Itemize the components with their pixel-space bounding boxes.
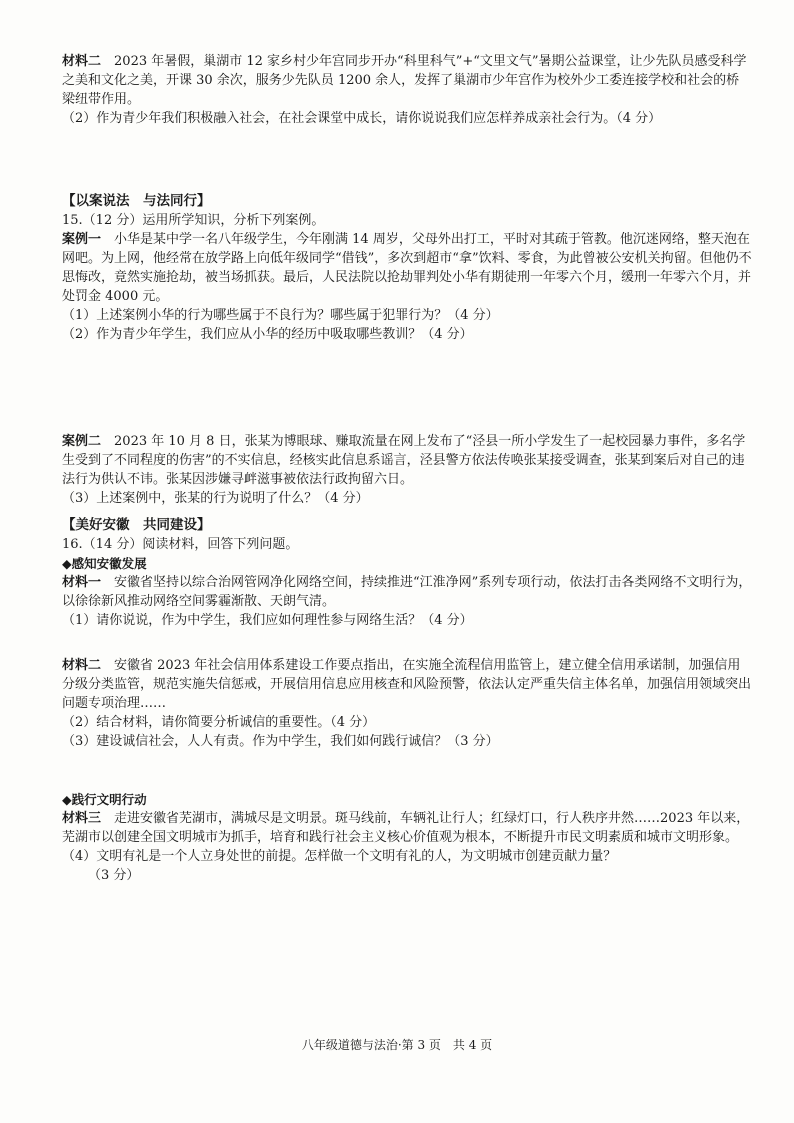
question-2: （2）作为青少年我们积极融入社会，在社会课堂中成长，请你说说我们应怎样养成亲社会行为。（4 分） xyxy=(62,111,662,126)
question-16-4-score: （3 分） xyxy=(88,868,140,883)
question-16-2: （2）结合材料，请你简要分析诚信的重要性。（4 分） xyxy=(62,715,376,730)
subsection-title: ◆践行文明行动 xyxy=(62,792,147,807)
question-16-4: （4）文明有礼是一个人立身处世的前提。怎样做一个文明有礼的人，为文明城市创建贡献力量？ xyxy=(62,849,617,864)
question-15-3: （3）上述案例中，张某的行为说明了什么？（4 分） xyxy=(62,491,369,506)
case-two-text: 2023 年 10 月 8 日，张某为博眼球、赚取流量在网上发布了“泾县一所小学发生了一起校园暴力事件，多名学生受到了不同程度的伤害”的不实信息，经核实此信息系谣言，泾县警方依法传唤张某接受调查，张某到案后对自己的违法行为供认不讳。张某因涉嫌寻衅滋事被依法行政拘留六日。 xyxy=(62,434,746,487)
material-label: 材料二 xyxy=(62,54,102,69)
question-16-3: （3）建设诚信社会，人人有责。作为中学生，我们如何践行诚信？（3 分） xyxy=(62,734,499,749)
question-16: 16.（14 分）阅读材料，回答下列问题。 xyxy=(62,537,299,552)
material-two-label: 材料二 xyxy=(62,658,102,673)
case-one-label: 案例一 xyxy=(62,232,102,247)
material-two xyxy=(62,656,752,751)
page-footer: 八年级道德与法治·第 3 页 共 4 页 xyxy=(301,1038,493,1052)
case-one-text: 小华是某中学一名八年级学生，今年刚满 14 周岁，父母外出打工，平时对其疏于管教。他沉迷网络，整天泡在网吧。为上网，他经常在放学路上向低年级同学“借钱”，多次到超市“拿”饮料、零食，为此曾被公安机关拘留。但他仍不思悔改，竟然实施抢劫，被当场抓获。最后，人民法院以抢劫罪判处小华有期徒刑一年零六个月，缓刑一年零六个月，并处罚金 4000 元。 xyxy=(62,232,752,304)
question-15-1: （1）上述案例小华的行为哪些属于不良行为？哪些属于犯罪行为？（4 分） xyxy=(62,308,499,323)
section-anhui xyxy=(62,516,752,630)
material-three-label: 材料三 xyxy=(62,811,102,826)
civility-section xyxy=(62,790,752,885)
section-law xyxy=(62,192,752,344)
material-two-text: 安徽省 2023 年社会信用体系建设工作要点指出，在实施全流程信用监管上，建立健全信用承诺制，加强信用分级分类监管，规范实施失信惩戒，开展信用信息应用核查和风险预警，依法认定严重失信主体名单，加强信用领域突出问题专项治理…… xyxy=(62,658,752,711)
material-text: 2023 年暑假，巢湖市 12 家乡村少年宫同步开办“科里科气”+“文里文气”暑期公益课堂，让少先队员感受科学之美和文化之美，开课 30 余次，服务少先队员 1200 余人，发挥了巢湖市少年宫作为校外少工委连接学校和社会的桥梁纽带作用。 xyxy=(62,54,747,107)
section-title: 【美好安徽 共同建设】 xyxy=(62,517,211,533)
material-one-label: 材料一 xyxy=(62,575,102,590)
section-title: 【以案说法 与法同行】 xyxy=(62,193,211,209)
material-two-top xyxy=(62,52,752,128)
case-two xyxy=(62,432,752,508)
question-15-2: （2）作为青少年学生，我们应从小华的经历中吸取哪些教训？（4 分） xyxy=(62,327,473,342)
case-two-label: 案例二 xyxy=(62,434,102,449)
subsection-title: ◆感知安徽发展 xyxy=(62,556,147,571)
question-16-1: （1）请你说说，作为中学生，我们应如何理性参与网络生活？（4 分） xyxy=(62,613,473,628)
question-15: 15.（12 分）运用所学知识，分析下列案例。 xyxy=(62,213,325,228)
material-one-text: 安徽省坚持以综合治网管网净化网络空间，持续推进“江淮净网”系列专项行动，依法打击各类网络不文明行为，以徐徐新风推动网络空间雾霾渐散、天朗气清。 xyxy=(62,575,752,609)
material-three-text: 走进安徽省芜湖市，满城尽是文明景。斑马线前，车辆礼让行人；红绿灯口，行人秩序井然……2023 年以来，芜湖市以创建全国文明城市为抓手，培育和践行社会主义核心价值观为根本，不断提升市民文明素质和城市文明形象。 xyxy=(62,811,750,845)
